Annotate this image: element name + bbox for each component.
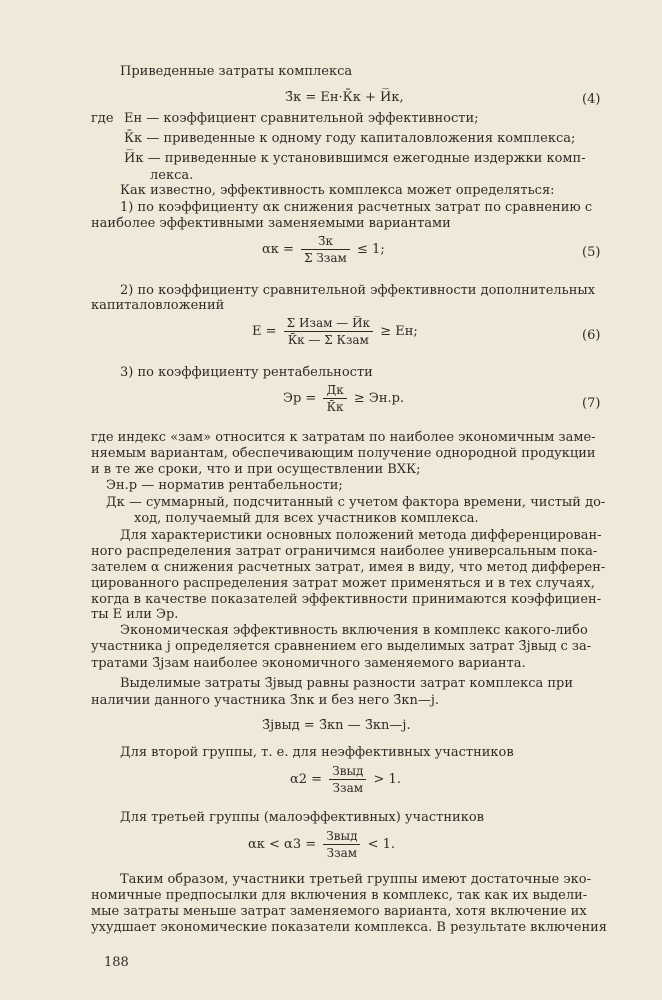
paragraph-5: Для третьей группы (малоэффективных) участников: [120, 810, 484, 825]
equation-4: З̄к = Ен·К̄к + И̅к,: [285, 90, 404, 105]
where-2-line-6: ход, получаемый для всех участников комплекса.: [134, 511, 479, 526]
equation-7-lhs: Эр =: [283, 391, 317, 406]
paragraph-4: Для второй группы, т. е. для неэффективных участников: [120, 745, 514, 760]
equation-5-number: (5): [582, 245, 601, 260]
equation-5-lhs: αк =: [262, 242, 294, 257]
equation-6-fraction: [284, 316, 373, 347]
paragraph-6-line-3: мые затраты меньше затрат заменяемого варианта, хотя включение их: [91, 904, 587, 919]
equation-10-numerator: Звыд: [323, 829, 360, 845]
intro-line: Приведенные затраты комплекса: [120, 64, 353, 79]
equation-8: З̄jвыд = З̄кn — З̄кn—j.: [262, 718, 411, 733]
paragraph-2-line-2: участника j определяется сравнением его выделимых затрат З̄jвыд с за-: [91, 639, 592, 654]
page-number: 188: [104, 955, 129, 970]
where-2-line-4: Эн.р — норматив рентабельности;: [106, 478, 343, 493]
definition-en: Ен — коэффициент сравнительной эффективности;: [124, 111, 479, 126]
item-1-line-2: наиболее эффективными заменяемыми вариантами: [91, 216, 451, 231]
where-2-line-2: няемым вариантам, обеспечивающим получение однородной продукции: [91, 446, 596, 461]
equation-10: [248, 829, 395, 860]
equation-7-rhs: ≥ Эн.р.: [353, 391, 405, 406]
equation-5-numerator: З̄к: [301, 234, 350, 250]
paragraph-6-line-2: номичные предпосылки для включения в комплекс, так как их выдели-: [91, 888, 588, 903]
paragraph-1-line-4: цированного распределения затрат может применяться и в тех случаях,: [91, 576, 595, 591]
paragraph-2-line-3: тратами З̄jзам наиболее экономичного заменяемого варианта.: [91, 656, 526, 671]
equation-7: [283, 383, 404, 414]
equation-6-lhs: Е =: [252, 324, 277, 339]
paragraph-6-line-1: Таким образом, участники третьей группы имеют достаточные эко-: [120, 872, 591, 887]
definition-kk: К̄к — приведенные к одному году капиталовложения комплекса;: [124, 131, 576, 146]
equation-6: [252, 316, 418, 347]
equation-9-lhs: α2 =: [290, 772, 323, 787]
paragraph-1-line-2: ного распределения затрат ограничимся наиболее универсальным пока-: [91, 544, 598, 559]
equation-9: [290, 764, 401, 795]
equation-6-denominator: К̄к — Σ Кзам: [287, 333, 369, 347]
paragraph-1-line-1: Для характеристики основных положений метода дифференцирован-: [120, 528, 602, 543]
where-2-line-3: и в те же сроки, что и при осуществлении ВХК;: [91, 462, 421, 477]
equation-10-lhs: αк < α3 =: [248, 837, 317, 852]
list-intro: Как известно, эффективность комплекса может определяться:: [120, 183, 555, 198]
equation-10-denominator: Ззам: [326, 846, 358, 860]
equation-5-rhs: ≤ 1;: [357, 242, 385, 257]
item-2-line-2: капиталовложений: [91, 298, 225, 313]
equation-7-numerator: Д̄к: [323, 383, 346, 399]
definition-ik-line-1: И̅к — приведенные к установившимся ежегодные издержки комп-: [124, 151, 586, 166]
paragraph-1-line-6: ты Е или Эр.: [91, 607, 179, 622]
where-2-line-5: Дк — суммарный, подсчитанный с учетом фактора времени, чистый до-: [106, 495, 606, 510]
paragraph-2-line-1: Экономическая эффективность включения в комплекс какого-либо: [120, 623, 588, 638]
item-3: 3) по коэффициенту рентабельности: [120, 365, 373, 380]
paragraph-1-line-5: когда в качестве показателей эффективности принимаются коэффициен-: [91, 592, 602, 607]
where-lead: где: [91, 111, 114, 126]
equation-9-denominator: Ззам: [332, 781, 364, 795]
equation-7-fraction: [323, 383, 346, 414]
equation-6-numerator: Σ Изам — И̅к: [284, 316, 373, 332]
equation-9-numerator: Звыд: [329, 764, 366, 780]
equation-7-number: (7): [582, 396, 601, 411]
equation-5-denominator: Σ Ззам: [304, 251, 347, 265]
paragraph-3-line-1: Выделимые затраты З̄jвыд равны разности затрат комплекса при: [120, 676, 574, 691]
item-1-line-1: 1) по коэффициенту αк снижения расчетных затрат по сравнению с: [120, 200, 593, 215]
equation-5: [262, 234, 385, 265]
paragraph-1-line-3: зателем α снижения расчетных затрат, имея в виду, что метод дифферен-: [91, 560, 606, 575]
equation-5-fraction: [301, 234, 350, 265]
equation-10-fraction: [323, 829, 360, 860]
equation-7-denominator: К̄к: [326, 400, 344, 414]
definition-ik-line-2: лекса.: [150, 168, 194, 183]
equation-9-rhs: > 1.: [373, 772, 401, 787]
where-2-line-1: где индекс «зам» относится к затратам по наиболее экономичным заме-: [91, 430, 596, 445]
equation-6-rhs: ≥ Ен;: [380, 324, 418, 339]
equation-9-fraction: [329, 764, 366, 795]
equation-4-number: (4): [582, 92, 601, 107]
item-2-line-1: 2) по коэффициенту сравнительной эффективности дополнительных: [120, 283, 596, 298]
equation-10-rhs: < 1.: [367, 837, 396, 852]
equation-6-number: (6): [582, 328, 601, 343]
paragraph-6-line-4: ухудшает экономические показатели комплекса. В результате включения: [91, 920, 607, 935]
paragraph-3-line-2: наличии данного участника З̄nк и без него З̄кn—j.: [91, 693, 440, 708]
